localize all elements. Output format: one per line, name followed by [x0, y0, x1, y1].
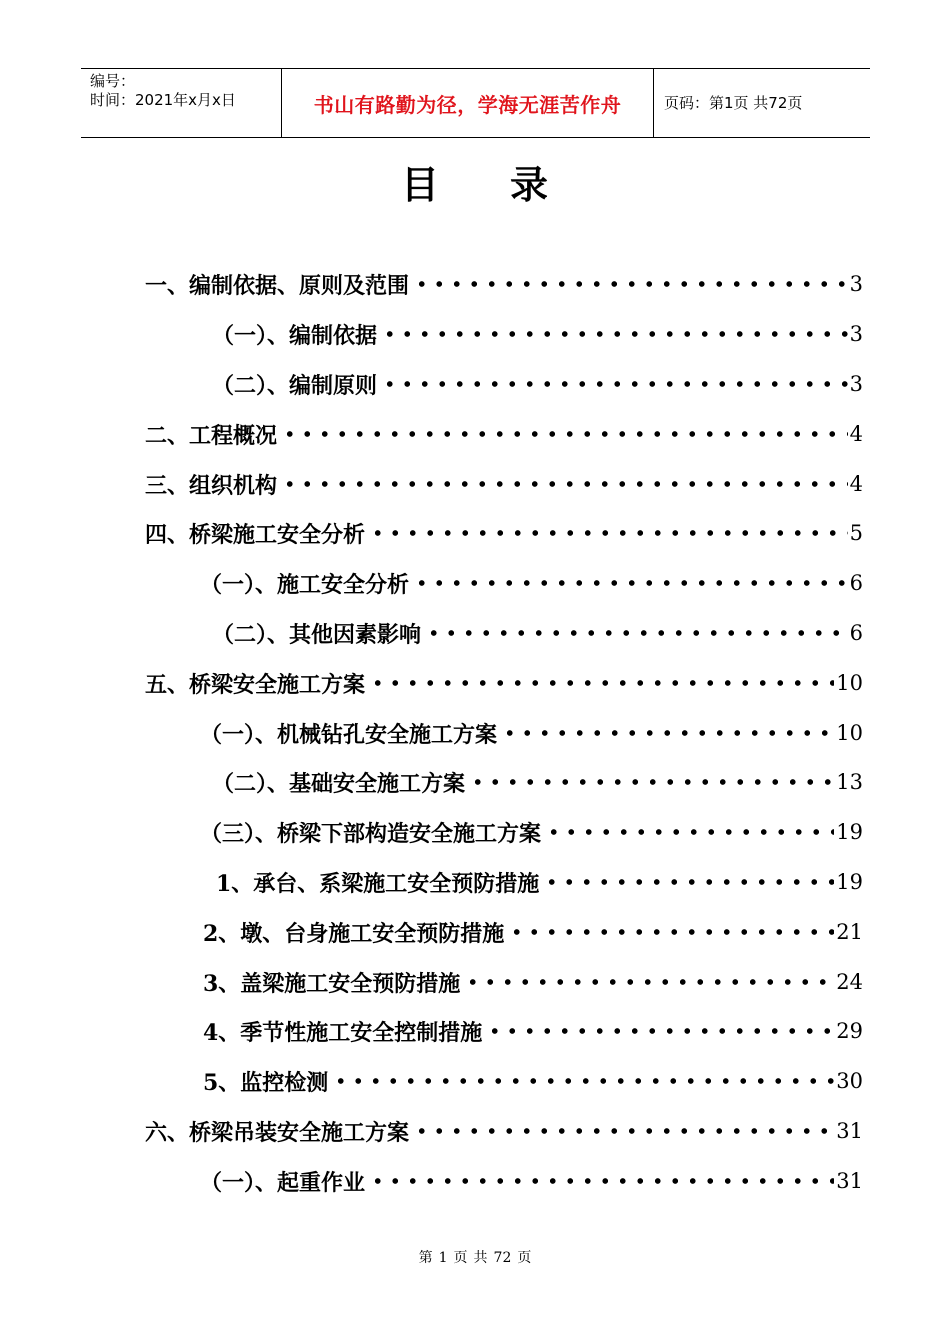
- toc-entry[interactable]: [145, 268, 863, 300]
- toc-leader-dots: [381, 327, 848, 341]
- toc-entry-title: （三）、桥梁下部构造安全施工方案: [200, 820, 542, 847]
- toc-entry-page: 3: [849, 322, 863, 346]
- toc-entry-page: 31: [836, 1119, 863, 1143]
- toc-entry-title: 2、墩、台身施工安全预防措施: [203, 920, 505, 947]
- toc-entry-page: 6: [849, 571, 863, 595]
- motto-text: 书山有路勤为径，学海无涯苦作舟: [313, 92, 622, 117]
- toc-leader-dots: [369, 676, 834, 690]
- page-info: 页码：第1页 共72页: [664, 94, 803, 112]
- toc-entry-title: 六、桥梁吊装安全施工方案: [145, 1119, 410, 1146]
- toc-leader-dots: [332, 1074, 834, 1088]
- footer-text: 共: [473, 1250, 488, 1266]
- toc-entry[interactable]: [200, 567, 863, 599]
- toc-entry-title: 二、工程概况: [145, 422, 278, 449]
- footer-text: 第: [418, 1250, 433, 1266]
- toc-leader-dots: [486, 1024, 834, 1038]
- toc-leader-dots: [381, 377, 848, 391]
- toc-entry-page: 3: [849, 272, 863, 296]
- toc-entry-title: 4、季节性施工安全控制措施: [203, 1019, 483, 1046]
- toc-entry-page: 5: [849, 521, 863, 545]
- toc-entry-page: 24: [836, 970, 863, 994]
- toc-entry[interactable]: [145, 468, 863, 500]
- footer-text: 页: [517, 1250, 532, 1266]
- toc-entry-title: 5、监控检测: [203, 1069, 329, 1096]
- toc-entry-page: 3: [849, 372, 863, 396]
- toc-entry-page: 19: [836, 870, 863, 894]
- footer-page-number: 1: [438, 1250, 448, 1266]
- toc-entry[interactable]: [200, 1165, 863, 1197]
- toc-leader-dots: [425, 626, 848, 640]
- toc-entry-page: 10: [836, 671, 863, 695]
- footer-text: 页: [453, 1250, 468, 1266]
- toc-entry-title: （二）、编制原则: [212, 372, 378, 399]
- toc-entry-page: 10: [836, 721, 863, 745]
- toc-entry-title: 一、编制依据、原则及范围: [145, 272, 410, 299]
- toc-entry-title: 三、组织机构: [145, 472, 278, 499]
- page-footer: [0, 1247, 950, 1267]
- toc-entry-page: 4: [849, 422, 863, 446]
- toc-entry-page: 19: [836, 820, 863, 844]
- toc-entry-title: （二）、基础安全施工方案: [212, 770, 466, 797]
- toc-entry[interactable]: [203, 1065, 863, 1097]
- serial-number-label: 编号：: [90, 72, 136, 90]
- toc-entry[interactable]: [200, 816, 863, 848]
- toc-entry-page: 31: [836, 1169, 863, 1193]
- toc-entry-page: 30: [836, 1069, 863, 1093]
- toc-entry-title: （一）、起重作业: [200, 1169, 366, 1196]
- toc-leader-dots: [369, 1174, 834, 1188]
- toc-leader-dots: [369, 526, 848, 540]
- toc-leader-dots: [413, 1124, 834, 1138]
- toc-entry-page: 21: [836, 920, 863, 944]
- toc-leader-dots: [413, 576, 848, 590]
- toc-leader-dots: [413, 277, 848, 291]
- toc-entry-title: 3、盖梁施工安全预防措施: [203, 970, 461, 997]
- toc-entry[interactable]: [216, 866, 863, 898]
- toc-entry[interactable]: [145, 667, 863, 699]
- toc-leader-dots: [469, 775, 834, 789]
- toc-entry[interactable]: [203, 966, 863, 998]
- toc-entry-title: 五、桥梁安全施工方案: [145, 671, 366, 698]
- toc-entry[interactable]: [212, 368, 863, 400]
- toc-entry[interactable]: [145, 517, 863, 549]
- footer-total-pages: 72: [493, 1250, 512, 1266]
- toc-entry-title: （一）、施工安全分析: [200, 571, 410, 598]
- toc-leader-dots: [543, 875, 834, 889]
- toc-entry-page: 4: [849, 472, 863, 496]
- toc-entry[interactable]: [145, 418, 863, 450]
- toc-entry[interactable]: [145, 1115, 863, 1147]
- toc-leader-dots: [464, 975, 834, 989]
- toc-entry-title: （二）、其他因素影响: [212, 621, 422, 648]
- toc-leader-dots: [508, 925, 834, 939]
- toc-entry-title: （一）、编制依据: [212, 322, 378, 349]
- toc-entry[interactable]: [203, 1015, 863, 1047]
- toc-entry[interactable]: [203, 916, 863, 948]
- title-char-2: 录: [510, 162, 550, 207]
- toc-entry[interactable]: [212, 318, 863, 350]
- toc-entry-title: （一）、机械钻孔安全施工方案: [200, 721, 498, 748]
- toc-leader-dots: [281, 427, 848, 441]
- toc-entry-page: 29: [836, 1019, 863, 1043]
- toc-leader-dots: [501, 726, 834, 740]
- toc-entry[interactable]: [212, 617, 863, 649]
- title-char-1: 目: [400, 162, 440, 207]
- toc-entry[interactable]: [200, 717, 863, 749]
- toc-leader-dots: [281, 477, 848, 491]
- time-label: 时间：2021年x月x日: [90, 91, 236, 109]
- toc-leader-dots: [545, 825, 834, 839]
- toc-entry-page: 6: [849, 621, 863, 645]
- toc-entry-page: 13: [836, 770, 863, 794]
- toc-entry-title: 1、承台、系梁施工安全预防措施: [216, 870, 540, 897]
- toc-entry[interactable]: [212, 766, 863, 798]
- toc-entry-title: 四、桥梁施工安全分析: [145, 521, 366, 548]
